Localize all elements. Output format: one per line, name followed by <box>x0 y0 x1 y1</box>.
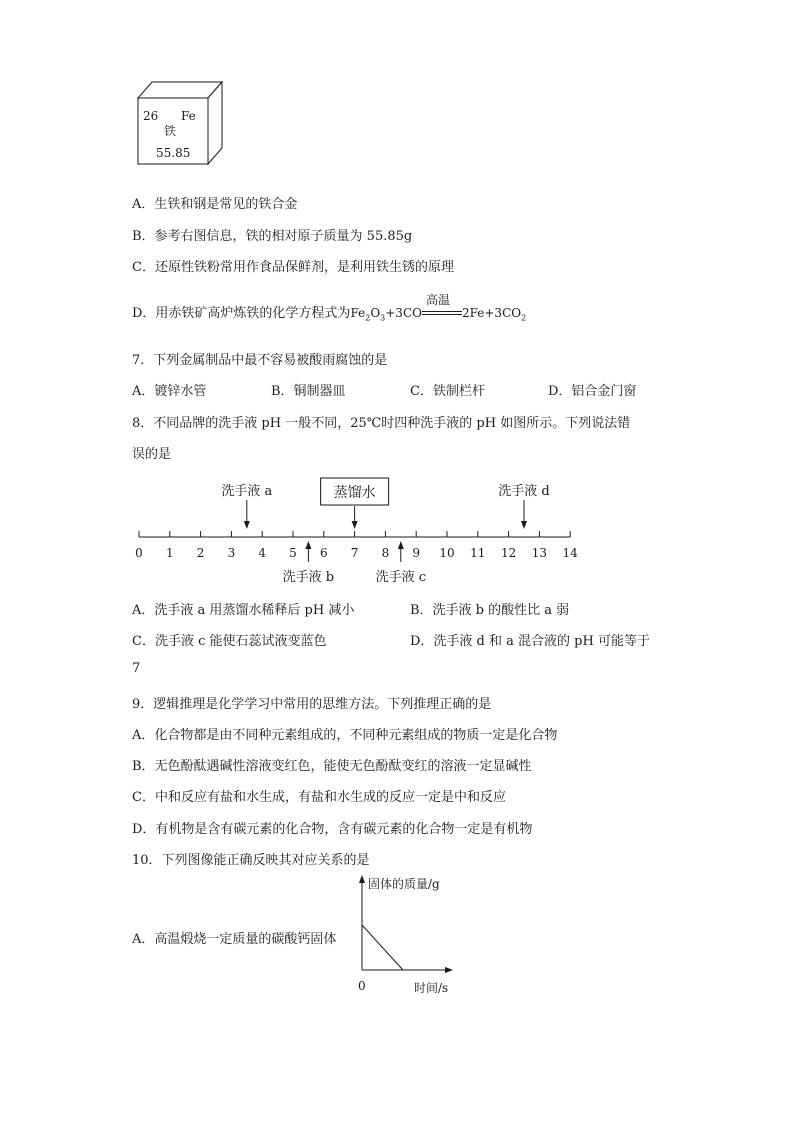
q8-option-d: D．洗手液 d 和 a 混合液的 pH 可能等于 <box>410 634 650 649</box>
ph-tick-label: 12 <box>500 546 517 560</box>
q6-option-a: A．生铁和钢是常见的铁合金 <box>132 197 298 212</box>
q7-stem: 7．下列金属制品中最不容易被酸雨腐蚀的是 <box>132 353 388 368</box>
ph-marker <box>221 483 272 529</box>
q9-stem: 9．逻辑推理是化学学习中常用的思维方法。下列推理正确的是 <box>132 697 492 712</box>
equation-lhs: $Fe_2O_3+3CO$ <box>350 306 422 323</box>
q8-option-c: C．洗手液 c 能使石蕊试液变蓝色 <box>132 634 327 649</box>
q6-option-d-prefix: D．用赤铁矿高炉炼铁的化学方程式为 <box>132 306 351 321</box>
q10-option-a: A．高温煅烧一定质量的碳酸钙固体 <box>132 932 337 947</box>
mass-curve <box>362 925 403 970</box>
q8-stem-line2: 误的是 <box>132 447 172 462</box>
ph-tick-label: 11 <box>470 546 486 560</box>
element-number: 26 <box>143 109 159 123</box>
q9-option-a: A．化合物都是由不同种元素组成的，不同种元素组成的物质一定是化合物 <box>132 728 558 743</box>
ph-marker-label: 洗手液 a <box>221 484 273 499</box>
ph-tick-label: 5 <box>289 546 297 560</box>
ph-tick-label: 1 <box>165 546 174 560</box>
q7-option-c: C．铁制栏杆 <box>410 384 485 399</box>
ph-marker <box>321 478 389 529</box>
q10-stem: 10．下列图像能正确反映其对应关系的是 <box>132 853 370 868</box>
q8-option-b: B．洗手液 b 的酸性比 a 弱 <box>410 603 570 618</box>
ph-tick-label: 13 <box>531 546 548 560</box>
q9-option-b: B．无色酚酞遇碱性溶液变红色，能使无色酚酞变红的溶液一定显碱性 <box>132 759 532 774</box>
q7-option-d: D．铝合金门窗 <box>548 384 637 399</box>
q8-stem-line1: 8．不同品牌的洗手液 pH 一般不同，25℃时四种洗手液的 pH 如图所示。下列说法错 <box>132 416 631 431</box>
q6-option-b: B．参考右图信息，铁的相对原子质量为 55.85g <box>132 229 413 244</box>
element-name: 铁 <box>164 124 177 138</box>
ph-tick-label: 9 <box>412 546 421 560</box>
q9-option-d: D．有机物是含有碳元素的化合物，含有碳元素的化合物一定是有机物 <box>132 822 533 837</box>
ph-tick-label: 0 <box>135 546 143 560</box>
q6-option-c: C．还原性铁粉常用作食品保鲜剂，是利用铁生锈的原理 <box>132 260 454 275</box>
ph-tick-label: 14 <box>562 546 578 560</box>
element-mass: 55.85 <box>156 146 191 160</box>
q8-option-d-continued: 7 <box>132 661 141 676</box>
q6-option-d <box>132 292 527 323</box>
q10-option-a-graph <box>340 872 470 997</box>
reaction-condition: 高温 <box>425 292 450 307</box>
ph-tick-label: 2 <box>196 546 205 560</box>
element-symbol: Fe <box>181 109 196 123</box>
y-axis-label: 固体的质量/g <box>368 877 440 891</box>
ph-scale-diagram <box>120 470 600 590</box>
ph-tick-label: 3 <box>227 546 236 560</box>
ph-tick-label: 7 <box>350 546 359 560</box>
ph-marker <box>498 483 549 529</box>
ph-marker-label: 洗手液 d <box>498 484 550 499</box>
q7-option-a: A．镀锌水管 <box>132 384 207 399</box>
ph-marker-label: 蒸馏水 <box>333 485 376 501</box>
q9-option-c: C．中和反应有盐和水生成，有盐和水生成的反应一定是中和反应 <box>132 790 506 805</box>
q8-option-a: A．洗手液 a 用蒸馏水稀释后 pH 减小 <box>132 603 355 618</box>
ph-tick-label: 6 <box>319 546 328 560</box>
element-card-iron <box>134 78 228 168</box>
ph-tick-label: 4 <box>258 546 267 560</box>
ph-tick-label: 8 <box>381 546 390 560</box>
reaction-arrow <box>422 292 462 320</box>
ph-marker-label: 洗手液 b <box>282 570 335 585</box>
x-axis-label: 时间/s <box>414 981 449 995</box>
ph-marker-label: 洗手液 c <box>375 570 427 585</box>
ph-tick-label: 10 <box>439 546 455 560</box>
q7-option-b: B．铜制器皿 <box>271 384 346 399</box>
equation-rhs: $2Fe+3CO_2$ <box>461 306 527 323</box>
origin-label: 0 <box>358 979 366 993</box>
